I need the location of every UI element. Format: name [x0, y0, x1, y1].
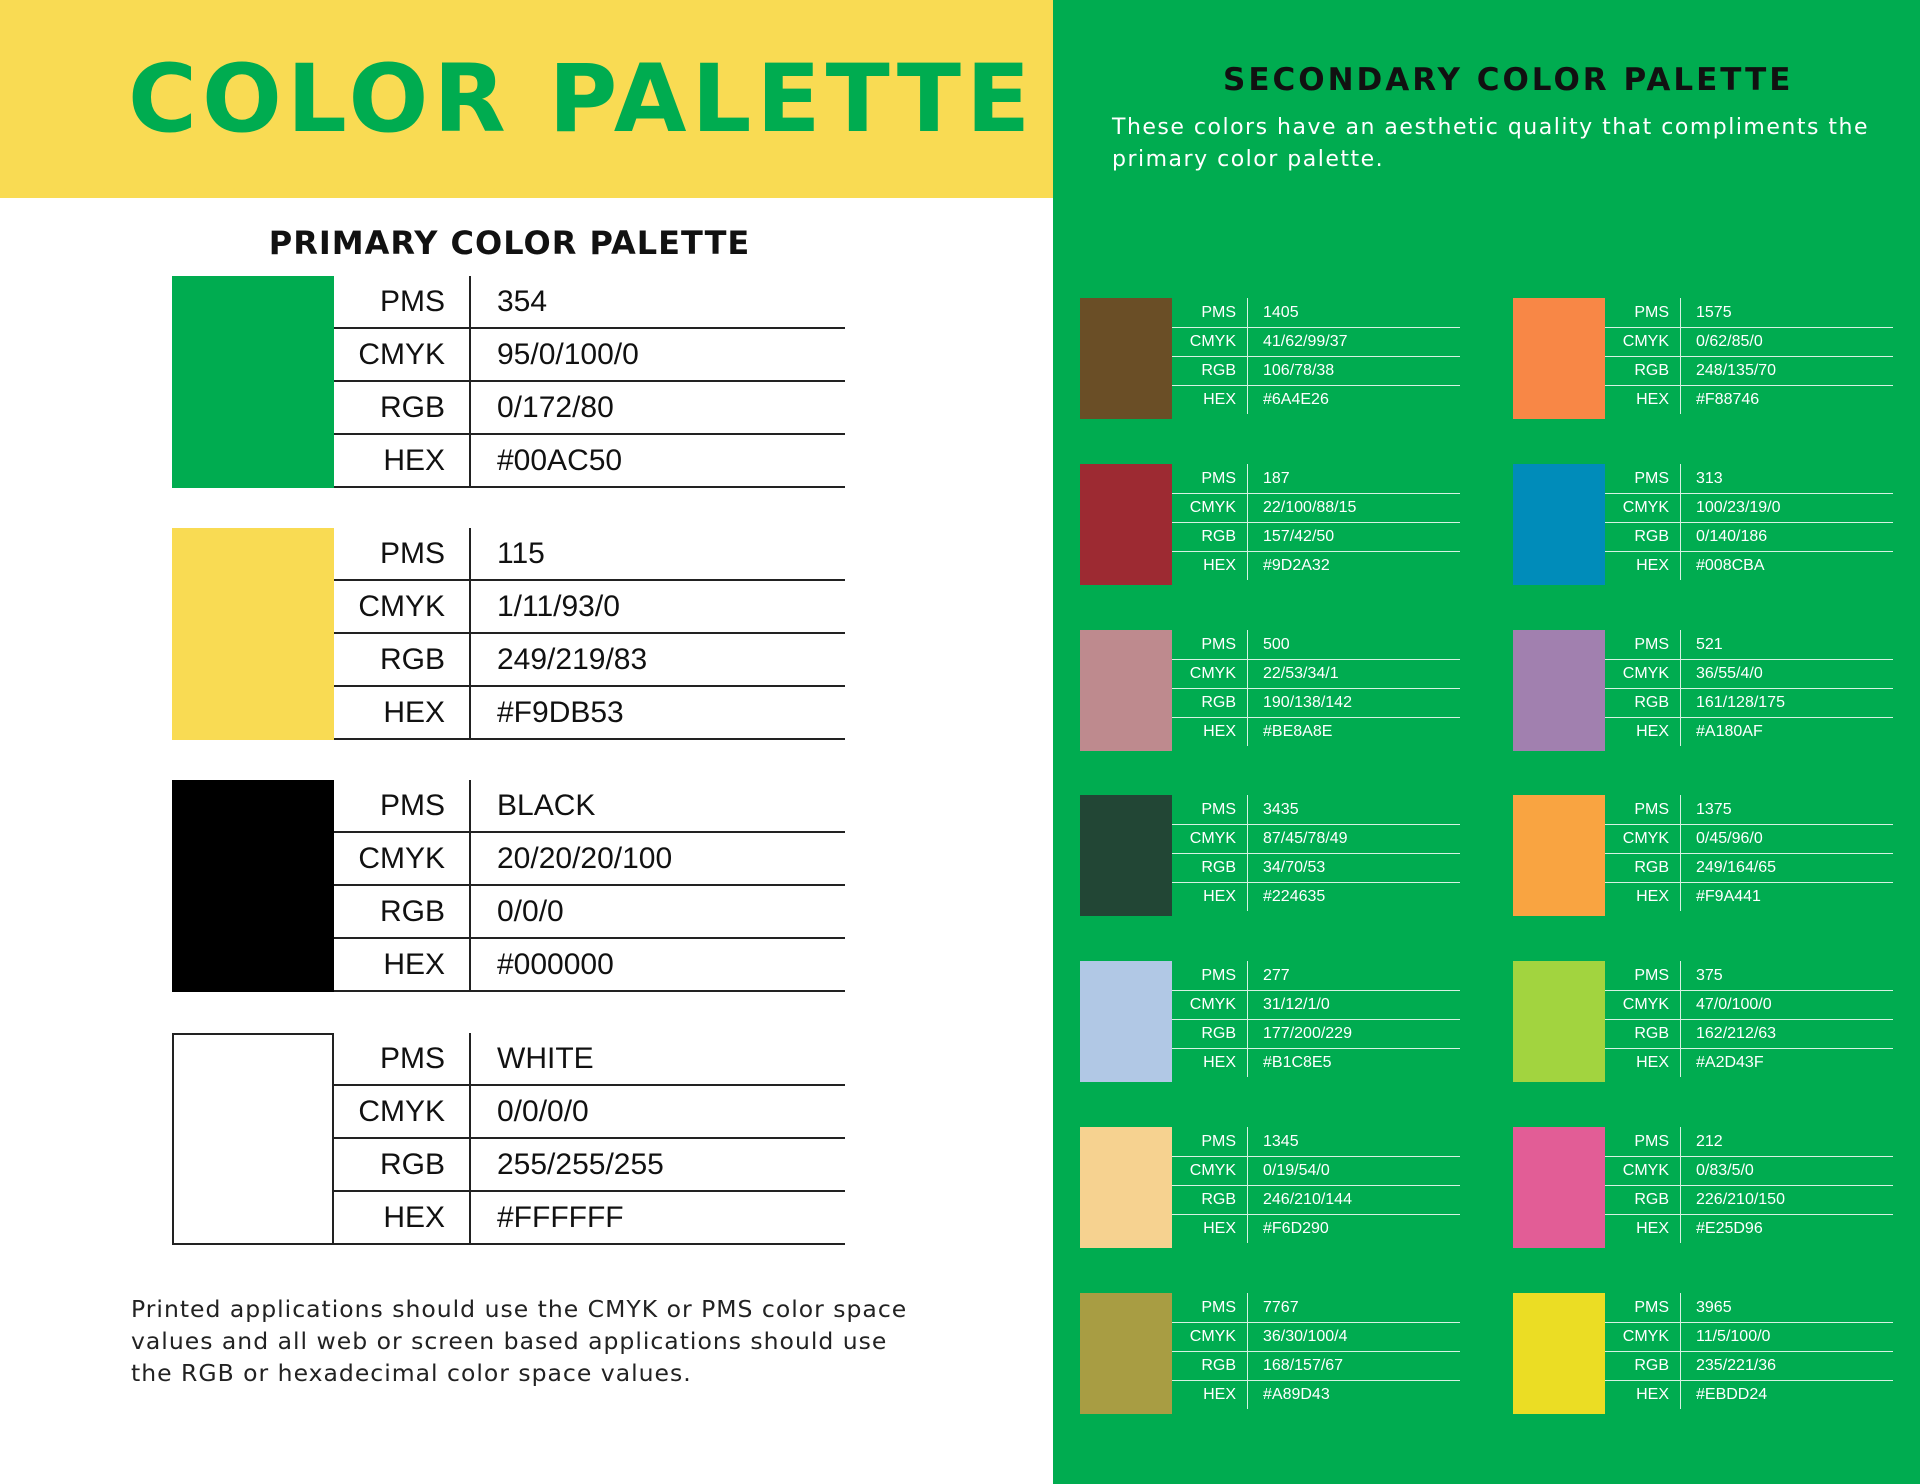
secondary-value-row — [1605, 493, 1893, 523]
primary-value-text: BLACK — [497, 788, 596, 822]
primary-value-label: RGB — [334, 382, 471, 433]
secondary-value-label: PMS — [1605, 1293, 1681, 1322]
secondary-value-row — [1605, 551, 1893, 580]
secondary-color-values — [1172, 1293, 1460, 1414]
secondary-value-label: HEX — [1605, 882, 1681, 911]
title-banner — [0, 0, 1053, 198]
secondary-value-label: HEX — [1605, 1214, 1681, 1243]
secondary-value-text: 157/42/50 — [1263, 527, 1335, 545]
secondary-color-swatch — [1513, 1127, 1605, 1248]
secondary-color-swatch — [1080, 1293, 1172, 1414]
secondary-color-block — [1513, 961, 1893, 1082]
secondary-value-label: HEX — [1172, 1048, 1248, 1077]
secondary-value-text: 0/45/96/0 — [1696, 829, 1763, 847]
secondary-color-values — [1605, 795, 1893, 916]
secondary-value-row — [1172, 630, 1460, 660]
secondary-value-text: #A180AF — [1696, 722, 1763, 740]
primary-value-label: PMS — [334, 528, 471, 579]
primary-color-block — [172, 1033, 845, 1245]
secondary-value-row — [1172, 961, 1460, 991]
secondary-value-text: 161/128/175 — [1696, 693, 1785, 711]
secondary-value-label: CMYK — [1605, 1322, 1681, 1351]
secondary-value-text: 100/23/19/0 — [1696, 498, 1781, 516]
secondary-value-row — [1172, 1185, 1460, 1215]
secondary-value-label: CMYK — [1605, 1156, 1681, 1185]
secondary-color-swatch — [1513, 1293, 1605, 1414]
primary-value-text: 95/0/100/0 — [497, 337, 639, 371]
secondary-value-text: 1405 — [1263, 303, 1299, 321]
primary-value-label: CMYK — [334, 1086, 471, 1137]
primary-value-row — [334, 382, 845, 435]
primary-value-label: HEX — [334, 435, 471, 486]
secondary-value-row — [1605, 795, 1893, 825]
secondary-color-values — [1605, 1293, 1893, 1414]
secondary-value-label: PMS — [1605, 961, 1681, 990]
primary-color-values — [334, 528, 845, 740]
secondary-color-block — [1513, 1293, 1893, 1414]
secondary-value-row — [1172, 824, 1460, 854]
secondary-value-row — [1172, 1293, 1460, 1323]
secondary-value-text: 7767 — [1263, 1298, 1299, 1316]
secondary-value-row — [1605, 1214, 1893, 1243]
secondary-value-text: 162/212/63 — [1696, 1024, 1777, 1042]
primary-value-label: HEX — [334, 939, 471, 990]
primary-value-text: #F9DB53 — [497, 695, 624, 729]
secondary-value-label: HEX — [1172, 717, 1248, 746]
secondary-value-row — [1172, 688, 1460, 718]
secondary-value-text: 0/140/186 — [1696, 527, 1768, 545]
secondary-value-text: #F88746 — [1696, 390, 1760, 408]
secondary-value-text: 246/210/144 — [1263, 1190, 1352, 1208]
secondary-value-text: #6A4E26 — [1263, 390, 1329, 408]
secondary-value-text: 212 — [1696, 1132, 1723, 1150]
primary-color-values — [334, 780, 845, 992]
secondary-color-swatch — [1080, 464, 1172, 585]
page-title: COLOR PALETTE — [128, 45, 1036, 154]
secondary-value-row — [1605, 1351, 1893, 1381]
secondary-color-values — [1172, 630, 1460, 751]
secondary-value-label: RGB — [1172, 1351, 1248, 1380]
secondary-color-block — [1513, 298, 1893, 419]
secondary-color-values — [1172, 961, 1460, 1082]
secondary-color-swatch — [1080, 1127, 1172, 1248]
secondary-value-row — [1605, 990, 1893, 1020]
primary-value-row — [334, 435, 845, 488]
secondary-value-row — [1172, 1214, 1460, 1243]
primary-color-values — [334, 276, 845, 488]
secondary-color-block — [1080, 298, 1460, 419]
secondary-value-row — [1605, 1322, 1893, 1352]
secondary-value-row — [1172, 464, 1460, 494]
primary-value-text: 1/11/93/0 — [497, 589, 620, 623]
secondary-value-text: 521 — [1696, 635, 1723, 653]
secondary-color-swatch — [1513, 298, 1605, 419]
secondary-value-row — [1172, 717, 1460, 746]
secondary-value-label: HEX — [1605, 717, 1681, 746]
secondary-value-text: 34/70/53 — [1263, 858, 1326, 876]
secondary-value-label: RGB — [1605, 853, 1681, 882]
secondary-value-text: #F6D290 — [1263, 1219, 1329, 1237]
secondary-value-text: 47/0/100/0 — [1696, 995, 1772, 1013]
primary-value-row — [334, 581, 845, 634]
primary-color-block — [172, 528, 845, 740]
primary-value-row — [334, 634, 845, 687]
primary-value-label: PMS — [334, 780, 471, 831]
secondary-value-label: CMYK — [1172, 659, 1248, 688]
primary-value-label: CMYK — [334, 581, 471, 632]
secondary-color-values — [1172, 795, 1460, 916]
secondary-value-label: PMS — [1605, 795, 1681, 824]
secondary-palette-description: These colors have an aesthetic quality that compliments the primary color palette. — [1112, 115, 1870, 172]
secondary-value-row — [1172, 1127, 1460, 1157]
secondary-value-label: CMYK — [1605, 990, 1681, 1019]
secondary-value-label: CMYK — [1605, 327, 1681, 356]
secondary-value-label: RGB — [1605, 1019, 1681, 1048]
primary-value-row — [334, 687, 845, 740]
secondary-value-label: PMS — [1605, 464, 1681, 493]
primary-value-text: 255/255/255 — [497, 1147, 664, 1181]
secondary-value-text: 249/164/65 — [1696, 858, 1777, 876]
primary-value-row — [334, 939, 845, 992]
secondary-value-label: CMYK — [1172, 493, 1248, 522]
secondary-color-values — [1172, 1127, 1460, 1248]
secondary-value-label: PMS — [1605, 298, 1681, 327]
secondary-color-swatch — [1513, 630, 1605, 751]
secondary-value-row — [1172, 493, 1460, 523]
secondary-value-text: 1345 — [1263, 1132, 1299, 1150]
secondary-value-row — [1172, 853, 1460, 883]
secondary-color-block — [1080, 464, 1460, 585]
secondary-value-text: 41/62/99/37 — [1263, 332, 1348, 350]
secondary-value-text: 500 — [1263, 635, 1290, 653]
secondary-value-row — [1605, 882, 1893, 911]
secondary-value-row — [1172, 795, 1460, 825]
secondary-color-values — [1172, 464, 1460, 585]
secondary-value-label: RGB — [1172, 522, 1248, 551]
secondary-color-block — [1080, 630, 1460, 751]
secondary-color-block — [1080, 961, 1460, 1082]
secondary-value-text: 36/30/100/4 — [1263, 1327, 1348, 1345]
secondary-value-text: 187 — [1263, 469, 1290, 487]
secondary-value-row — [1172, 522, 1460, 552]
secondary-value-label: HEX — [1172, 551, 1248, 580]
secondary-value-label: CMYK — [1605, 659, 1681, 688]
secondary-value-text: 36/55/4/0 — [1696, 664, 1763, 682]
secondary-value-text: 313 — [1696, 469, 1723, 487]
secondary-color-block — [1080, 1293, 1460, 1414]
secondary-value-row — [1605, 1380, 1893, 1409]
primary-value-label: RGB — [334, 886, 471, 937]
secondary-value-label: PMS — [1605, 1127, 1681, 1156]
secondary-value-row — [1172, 1048, 1460, 1077]
secondary-value-row — [1605, 630, 1893, 660]
secondary-value-label: CMYK — [1172, 327, 1248, 356]
secondary-value-row — [1605, 327, 1893, 357]
secondary-value-label: PMS — [1172, 1293, 1248, 1322]
secondary-value-text: #008CBA — [1696, 556, 1765, 574]
secondary-value-row — [1605, 1293, 1893, 1323]
secondary-value-text: 168/157/67 — [1263, 1356, 1344, 1374]
primary-color-values — [334, 1033, 845, 1245]
secondary-value-text: #224635 — [1263, 887, 1326, 905]
secondary-value-label: RGB — [1172, 1185, 1248, 1214]
primary-value-label: CMYK — [334, 329, 471, 380]
secondary-value-label: PMS — [1605, 630, 1681, 659]
secondary-value-row — [1605, 1185, 1893, 1215]
secondary-color-values — [1605, 630, 1893, 751]
secondary-value-text: 235/221/36 — [1696, 1356, 1777, 1374]
primary-value-label: PMS — [334, 1033, 471, 1084]
secondary-value-row — [1605, 1019, 1893, 1049]
primary-value-text: 354 — [497, 284, 548, 318]
secondary-value-label: CMYK — [1172, 1156, 1248, 1185]
secondary-value-label: CMYK — [1172, 990, 1248, 1019]
secondary-value-text: #B1C8E5 — [1263, 1053, 1332, 1071]
secondary-value-label: CMYK — [1172, 824, 1248, 853]
secondary-value-text: 0/83/5/0 — [1696, 1161, 1754, 1179]
secondary-color-swatch — [1080, 961, 1172, 1082]
secondary-value-text: #A2D43F — [1696, 1053, 1764, 1071]
primary-value-row — [334, 329, 845, 382]
secondary-value-row — [1605, 385, 1893, 414]
secondary-value-row — [1605, 298, 1893, 328]
secondary-value-row — [1605, 659, 1893, 689]
secondary-panel — [1053, 0, 1920, 1484]
primary-value-label: RGB — [334, 1139, 471, 1190]
primary-value-label: RGB — [334, 634, 471, 685]
primary-value-row — [334, 1192, 845, 1245]
secondary-value-label: PMS — [1172, 630, 1248, 659]
secondary-value-label: HEX — [1605, 385, 1681, 414]
secondary-color-block — [1080, 795, 1460, 916]
secondary-color-swatch — [1080, 795, 1172, 916]
secondary-value-label: PMS — [1172, 961, 1248, 990]
primary-color-block — [172, 780, 845, 992]
secondary-color-block — [1513, 630, 1893, 751]
secondary-value-label: PMS — [1172, 464, 1248, 493]
secondary-color-values — [1605, 961, 1893, 1082]
secondary-value-label: CMYK — [1605, 493, 1681, 522]
secondary-value-label: HEX — [1605, 1048, 1681, 1077]
secondary-value-text: 226/210/150 — [1696, 1190, 1785, 1208]
secondary-value-row — [1172, 298, 1460, 328]
secondary-value-row — [1172, 385, 1460, 414]
secondary-value-label: RGB — [1605, 688, 1681, 717]
primary-value-label: PMS — [334, 276, 471, 327]
secondary-palette-heading: SECONDARY COLOR PALETTE — [1223, 62, 1794, 98]
primary-color-swatch — [172, 780, 334, 992]
secondary-color-values — [1605, 464, 1893, 585]
secondary-value-text: 22/100/88/15 — [1263, 498, 1357, 516]
primary-value-row — [334, 780, 845, 833]
secondary-value-row — [1172, 882, 1460, 911]
primary-value-row — [334, 886, 845, 939]
primary-color-block — [172, 276, 845, 488]
secondary-value-label: RGB — [1605, 356, 1681, 385]
secondary-value-text: 248/135/70 — [1696, 361, 1777, 379]
secondary-color-swatch — [1513, 795, 1605, 916]
primary-value-label: CMYK — [334, 833, 471, 884]
secondary-value-row — [1172, 1019, 1460, 1049]
secondary-value-label: HEX — [1605, 1380, 1681, 1409]
primary-value-text: 0/0/0 — [497, 894, 564, 928]
secondary-value-row — [1172, 1322, 1460, 1352]
primary-value-text: #00AC50 — [497, 443, 623, 477]
scalloped-edge — [0, 188, 1053, 204]
primary-value-row — [334, 528, 845, 581]
secondary-color-block — [1080, 1127, 1460, 1248]
primary-value-text: #FFFFFF — [497, 1200, 624, 1234]
secondary-value-row — [1172, 1156, 1460, 1186]
secondary-value-label: RGB — [1172, 688, 1248, 717]
primary-value-row — [334, 833, 845, 886]
secondary-value-row — [1605, 1048, 1893, 1077]
secondary-value-label: RGB — [1172, 356, 1248, 385]
secondary-value-row — [1605, 356, 1893, 386]
secondary-value-text: 3965 — [1696, 1298, 1732, 1316]
secondary-color-values — [1605, 298, 1893, 419]
secondary-value-label: HEX — [1172, 1214, 1248, 1243]
usage-note: Printed applications should use the CMYK or PMS color space values and all web or screen based applications should use the RGB or hexadecimal color space values. — [131, 1295, 908, 1387]
secondary-value-label: HEX — [1172, 1380, 1248, 1409]
secondary-value-label: HEX — [1172, 882, 1248, 911]
secondary-value-label: PMS — [1172, 795, 1248, 824]
secondary-value-text: 177/200/229 — [1263, 1024, 1352, 1042]
secondary-value-row — [1605, 464, 1893, 494]
secondary-color-values — [1605, 1127, 1893, 1248]
secondary-value-text: #A89D43 — [1263, 1385, 1330, 1403]
primary-color-swatch — [172, 276, 334, 488]
primary-value-row — [334, 1033, 845, 1086]
secondary-value-text: #BE8A8E — [1263, 722, 1333, 740]
secondary-value-text: 1575 — [1696, 303, 1732, 321]
secondary-value-label: PMS — [1172, 298, 1248, 327]
secondary-value-label: HEX — [1605, 551, 1681, 580]
secondary-color-values — [1172, 298, 1460, 419]
secondary-color-block — [1513, 464, 1893, 585]
secondary-value-label: RGB — [1172, 853, 1248, 882]
secondary-value-label: RGB — [1172, 1019, 1248, 1048]
secondary-color-swatch — [1080, 298, 1172, 419]
primary-value-text: 115 — [497, 536, 545, 570]
secondary-color-swatch — [1513, 961, 1605, 1082]
secondary-value-row — [1605, 522, 1893, 552]
secondary-value-row — [1172, 551, 1460, 580]
secondary-value-row — [1172, 327, 1460, 357]
primary-value-text: 249/219/83 — [497, 642, 648, 676]
secondary-value-row — [1605, 824, 1893, 854]
secondary-value-text: 3435 — [1263, 800, 1299, 818]
secondary-color-block — [1513, 795, 1893, 916]
secondary-value-text: #9D2A32 — [1263, 556, 1330, 574]
primary-value-row — [334, 1139, 845, 1192]
primary-color-swatch — [172, 1033, 334, 1245]
secondary-value-row — [1172, 1351, 1460, 1381]
secondary-color-swatch — [1513, 464, 1605, 585]
primary-value-text: 20/20/20/100 — [497, 841, 673, 875]
secondary-value-text: 87/45/78/49 — [1263, 829, 1348, 847]
primary-value-text: 0/0/0/0 — [497, 1094, 589, 1128]
secondary-value-text: #E25D96 — [1696, 1219, 1763, 1237]
secondary-value-label: PMS — [1172, 1127, 1248, 1156]
primary-value-label: HEX — [334, 687, 471, 738]
secondary-value-text: #F9A441 — [1696, 887, 1761, 905]
secondary-value-text: 0/19/54/0 — [1263, 1161, 1330, 1179]
primary-value-row — [334, 1086, 845, 1139]
primary-value-text: WHITE — [497, 1041, 594, 1075]
secondary-value-text: #EBDD24 — [1696, 1385, 1768, 1403]
secondary-value-text: 11/5/100/0 — [1696, 1327, 1771, 1345]
secondary-value-text: 22/53/34/1 — [1263, 664, 1339, 682]
secondary-color-swatch — [1080, 630, 1172, 751]
primary-value-text: #000000 — [497, 947, 614, 981]
secondary-value-row — [1172, 1380, 1460, 1409]
secondary-value-row — [1605, 1156, 1893, 1186]
secondary-value-label: HEX — [1172, 385, 1248, 414]
secondary-value-text: 190/138/142 — [1263, 693, 1352, 711]
secondary-value-row — [1605, 1127, 1893, 1157]
secondary-color-block — [1513, 1127, 1893, 1248]
secondary-value-label: CMYK — [1605, 824, 1681, 853]
primary-value-row — [334, 276, 845, 329]
secondary-value-row — [1605, 961, 1893, 991]
secondary-value-label: CMYK — [1172, 1322, 1248, 1351]
secondary-value-text: 0/62/85/0 — [1696, 332, 1763, 350]
secondary-value-text: 375 — [1696, 966, 1723, 984]
secondary-value-text: 277 — [1263, 966, 1290, 984]
secondary-value-text: 106/78/38 — [1263, 361, 1335, 379]
secondary-value-row — [1605, 717, 1893, 746]
secondary-value-text: 31/12/1/0 — [1263, 995, 1330, 1013]
secondary-value-row — [1605, 688, 1893, 718]
secondary-value-label: RGB — [1605, 522, 1681, 551]
primary-value-text: 0/172/80 — [497, 390, 614, 424]
secondary-value-row — [1605, 853, 1893, 883]
secondary-value-label: RGB — [1605, 1185, 1681, 1214]
primary-palette-heading: PRIMARY COLOR PALETTE — [268, 224, 751, 262]
secondary-value-text: 1375 — [1696, 800, 1732, 818]
secondary-value-row — [1172, 990, 1460, 1020]
secondary-value-label: RGB — [1605, 1351, 1681, 1380]
secondary-value-row — [1172, 659, 1460, 689]
primary-color-swatch — [172, 528, 334, 740]
primary-value-label: HEX — [334, 1192, 471, 1243]
secondary-value-row — [1172, 356, 1460, 386]
